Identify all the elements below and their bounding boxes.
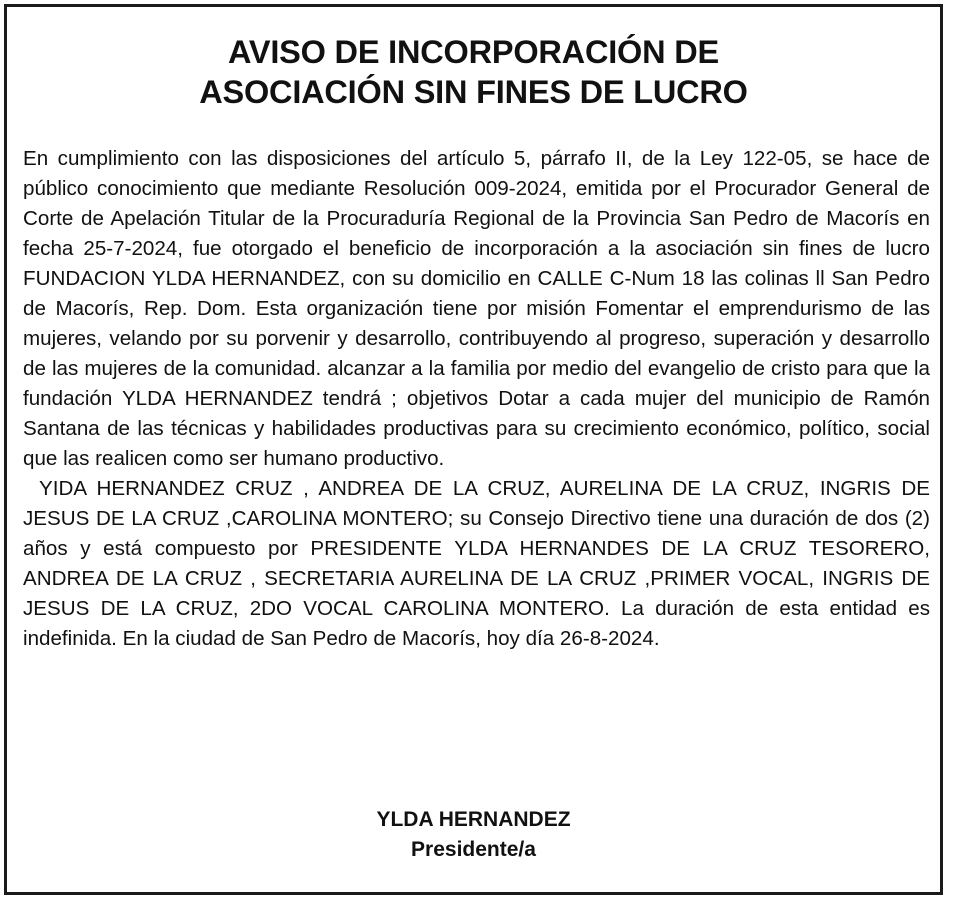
- notice-body: [23, 144, 930, 654]
- title-line-1: AVISO DE INCORPORACIÓN DE: [228, 34, 719, 70]
- signature-role: Presidente/a: [411, 838, 536, 861]
- signature-name: YLDA HERNANDEZ: [376, 808, 571, 831]
- body-paragraph-2: YIDA HERNANDEZ CRUZ , ANDREA DE LA CRUZ, AURELINA DE LA CRUZ, INGRIS DE JESUS DE LA CRUZ ,CAROLINA MONTERO; su Consejo Directivo tiene una duración de dos (2) años y está compuesto por PRESIDENTE YLDA HERNANDES DE LA CRUZ TESORERO, ANDREA DE LA CRUZ , SECRETARIA AURELINA DE LA CRUZ ,PRIMER VOCAL, INGRIS DE JESUS DE LA CRUZ, 2DO VOCAL CAROLINA MONTERO. La duración de esta entidad es indefinida. En la ciudad de San Pedro de Macorís, hoy día 26-8-2024.: [23, 477, 930, 650]
- signature-block: [7, 805, 940, 865]
- body-paragraph-1: En cumplimiento con las disposiciones del artículo 5, párrafo II, de la Ley 122-05, se hace de público conocimiento que mediante Resolución 009-2024, emitida por el Procurador General de Corte de Apelación Titular de la Procuraduría Regional de la Provincia San Pedro de Macorís en fecha 25-7-2024, fue otorgado el beneficio de incorporación a la asociación sin fines de lucro FUNDACION YLDA HERNANDEZ, con su domicilio en CALLE C-Num 18 las colinas ll San Pedro de Macorís, Rep. Dom. Esta organización tiene por misión Fomentar el emprendurismo de las mujeres, velando por su porvenir y desarrollo, contribuyendo al progreso, superación y desarrollo de las mujeres de la comunidad. alcanzar a la familia por medio del evangelio de cristo para que la fundación YLDA HERNANDEZ tendrá ; objetivos Dotar a cada mujer del municipio de Ramón Santana de las técnicas y habilidades productivas para su crecimiento económico, político, social que las realicen como ser humano productivo.: [23, 147, 930, 470]
- title-line-2: ASOCIACIÓN SIN FINES DE LUCRO: [199, 74, 748, 110]
- notice-frame: [4, 4, 943, 895]
- notice-title: [7, 32, 940, 112]
